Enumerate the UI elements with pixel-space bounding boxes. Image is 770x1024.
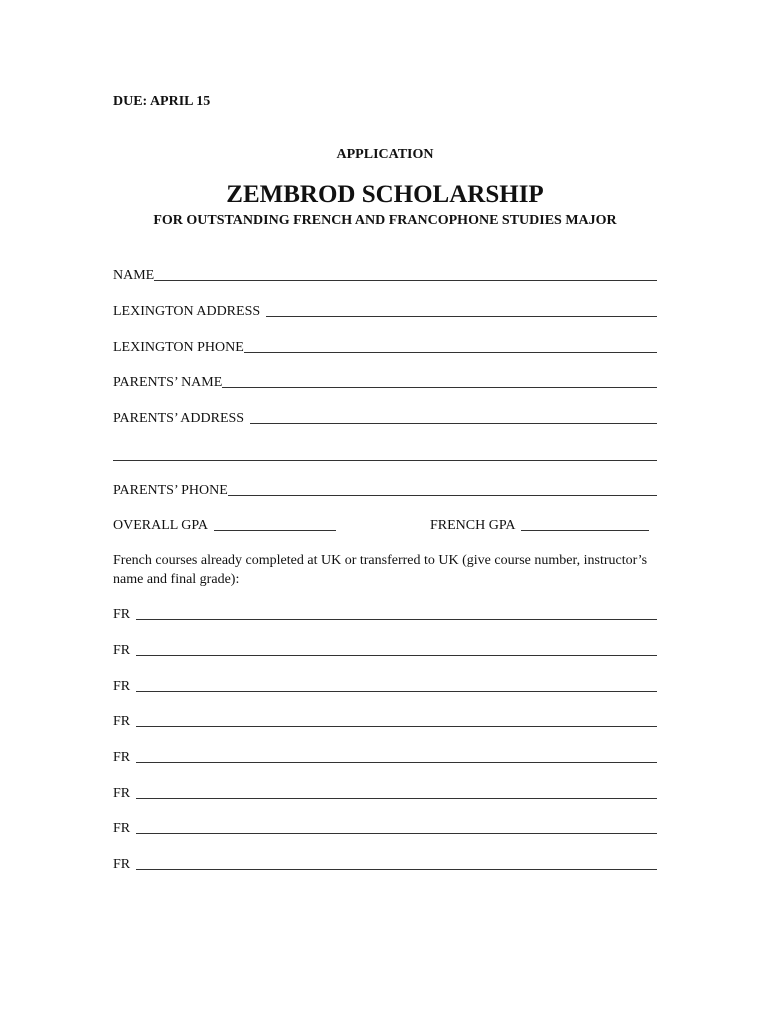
course-prefix: FR: [113, 714, 131, 729]
overall-gpa-label: OVERALL GPA: [113, 518, 209, 533]
course-row[interactable]: [113, 711, 657, 731]
courses-instructions: French courses already completed at UK or transferred to UK (give course number, instructor’s name and final grade):: [113, 553, 648, 587]
parents-name-label: PARENTS’ NAME: [113, 375, 223, 390]
course-line[interactable]: [136, 869, 657, 870]
lexington-phone-line[interactable]: [244, 352, 657, 353]
lexington-phone-field[interactable]: [113, 337, 657, 357]
course-prefix: FR: [113, 857, 131, 872]
course-prefix: FR: [113, 607, 131, 622]
course-row[interactable]: [113, 783, 657, 803]
lexington-address-label: LEXINGTON ADDRESS: [113, 304, 261, 319]
course-line[interactable]: [136, 619, 657, 620]
parents-address-line[interactable]: [250, 423, 657, 424]
parents-address-continuation-line[interactable]: [113, 460, 657, 461]
parents-phone-field[interactable]: [113, 480, 657, 500]
course-line[interactable]: [136, 726, 657, 727]
course-row[interactable]: [113, 854, 657, 874]
course-prefix: FR: [113, 821, 131, 836]
overall-gpa-line[interactable]: [214, 530, 336, 531]
parents-name-field[interactable]: [113, 372, 657, 392]
name-line[interactable]: [154, 280, 657, 281]
scholarship-title: ZEMBROD SCHOLARSHIP: [226, 181, 544, 208]
lexington-address-field[interactable]: [113, 301, 657, 321]
course-prefix: FR: [113, 750, 131, 765]
course-prefix: FR: [113, 786, 131, 801]
course-row[interactable]: [113, 640, 657, 660]
course-row[interactable]: [113, 676, 657, 696]
name-label: NAME: [113, 268, 155, 283]
course-line[interactable]: [136, 655, 657, 656]
course-row[interactable]: [113, 604, 657, 624]
parents-address-field[interactable]: [113, 408, 657, 428]
course-row[interactable]: [113, 747, 657, 767]
lexington-phone-label: LEXINGTON PHONE: [113, 340, 244, 355]
french-gpa-line[interactable]: [521, 530, 649, 531]
due-date: DUE: APRIL 15: [113, 94, 211, 109]
course-line[interactable]: [136, 762, 657, 763]
course-line[interactable]: [136, 833, 657, 834]
scholarship-subtitle: FOR OUTSTANDING FRENCH AND FRANCOPHONE STUDIES MAJOR: [153, 213, 617, 228]
parents-name-line[interactable]: [222, 387, 657, 388]
parents-address-label: PARENTS’ ADDRESS: [113, 411, 245, 426]
course-line[interactable]: [136, 691, 657, 692]
french-gpa-label: FRENCH GPA: [430, 518, 516, 533]
course-line[interactable]: [136, 798, 657, 799]
french-gpa-field[interactable]: [430, 515, 649, 535]
course-prefix: FR: [113, 643, 131, 658]
lexington-address-line[interactable]: [266, 316, 657, 317]
parents-phone-label: PARENTS’ PHONE: [113, 483, 228, 498]
name-field[interactable]: [113, 265, 657, 285]
application-heading: APPLICATION: [336, 147, 434, 162]
parents-phone-line[interactable]: [228, 495, 657, 496]
overall-gpa-field[interactable]: [113, 515, 336, 535]
gpa-row: [113, 515, 657, 535]
course-row[interactable]: [113, 818, 657, 838]
course-prefix: FR: [113, 679, 131, 694]
